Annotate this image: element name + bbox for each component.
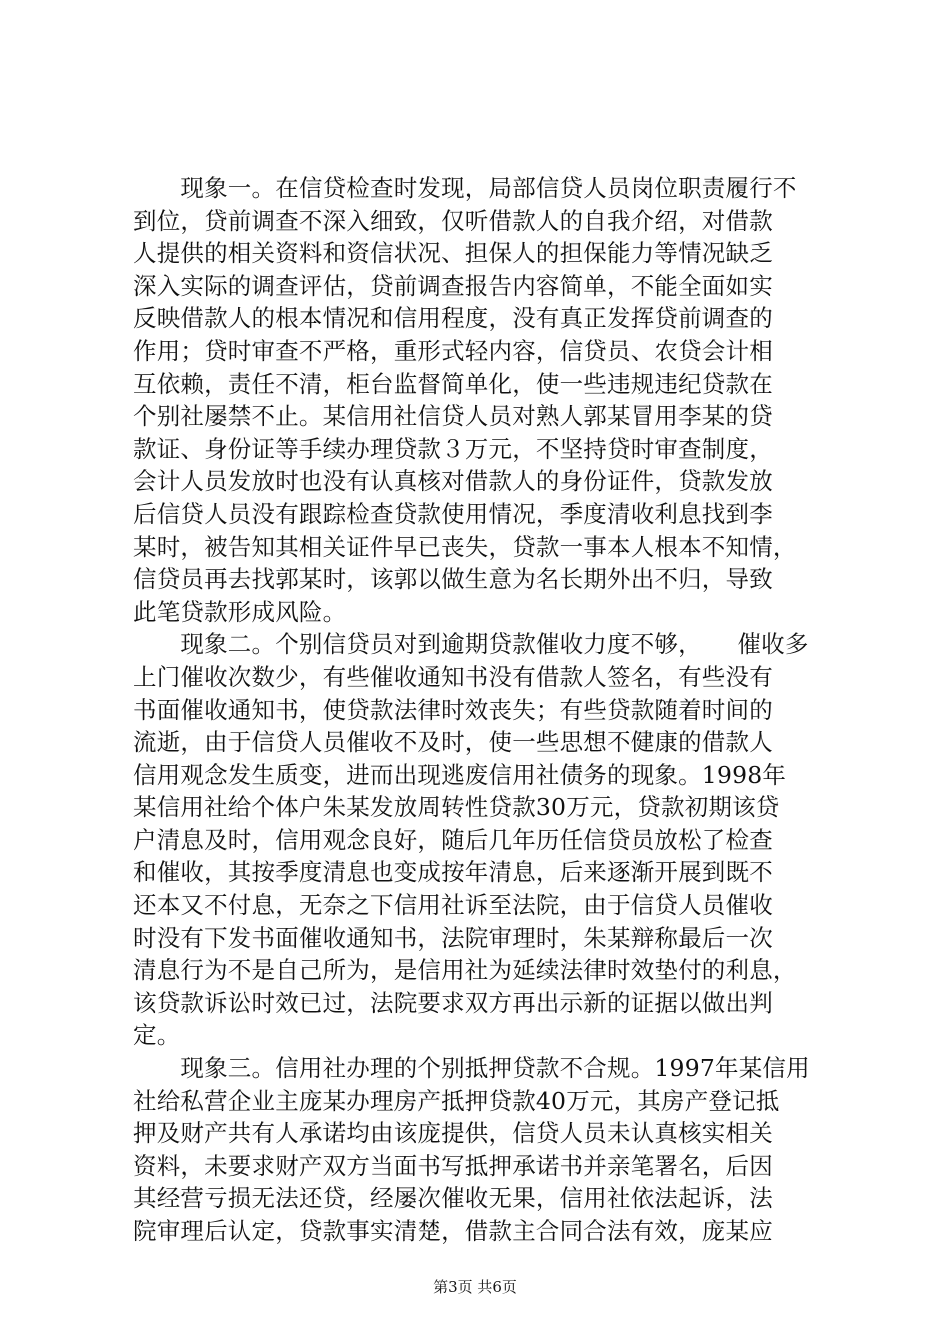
text-line: 作用；贷时审查不严格，重形式轻内容，信贷员、农贷会计相 [133,336,773,365]
text-line: 现象三。信用社办理的个别抵押贷款不合规。1997年某信用 [133,1054,810,1083]
text-line: 互依赖，责任不清，柜台监督简单化，使一些违规违纪贷款在 [133,369,773,398]
text-line: 时没有下发书面催收通知书，法院审理时，朱某辩称最后一次 [133,923,773,952]
text-line: 个别社屡禁不止。某信用社信贷人员对熟人郭某冒用李某的贷 [133,402,773,431]
text-line: 会计人员发放时也没有认真核对借款人的身份证件，贷款发放 [133,467,773,496]
text-line: 现象一。在信贷检查时发现，局部信贷人员岗位职责履行不 [133,174,797,202]
text-line: 深入实际的调查评估，贷前调查报告内容简单，不能全面如实 [133,271,773,300]
text-line: 其经营亏损无法还贷，经屡次催收无果，信用社依法起诉，法 [133,1184,773,1213]
text-line: 社给私营企业主庞某办理房产抵押贷款40万元，其房产登记抵 [133,1086,780,1115]
text-line: 人提供的相关资料和资信状况、担保人的担保能力等情况缺乏 [133,239,773,268]
text-line: 押及财产共有人承诺均由该庞提供，信贷人员未认真核实相关 [133,1119,773,1148]
page-footer: 第3页 共6页 [433,1278,517,1296]
text-line: 该贷款诉讼时效已过，法院要求双方再出示新的证据以做出判 [133,988,773,1017]
text-line: 反映借款人的根本情况和信用程度，没有真正发挥贷前调查的 [133,304,773,333]
body-text [133,172,833,1248]
text-line: 定。 [133,1021,181,1050]
text-line: 和催收，其按季度清息也变成按年清息，后来逐渐开展到既不 [133,858,773,887]
text-line: 还本又不付息，无奈之下信用社诉至法院，由于信贷人员催收 [133,891,773,920]
text-line: 户清息及时，信用观念良好，随后几年历任信贷员放松了检查 [133,825,773,854]
text-line: 院审理后认定，贷款事实清楚，借款主合同合法有效，庞某应 [133,1217,773,1245]
text-line: 清息行为不是自己所为，是信用社为延续法律时效垫付的利息， [133,956,797,985]
text-line: 上门催收次数少，有些催收通知书没有借款人签名，有些没有 [133,662,773,691]
text-line: 信用观念发生质变，进而出现逃废信用社债务的现象。1998年 [133,760,787,789]
text-line: 某时，被告知其相关证件早已丧失，贷款一事本人根本不知情， [133,532,797,561]
text-line: 书面催收通知书，使贷款法律时效丧失；有些贷款随着时间的 [133,695,773,724]
text-line: 后信贷人员没有跟踪检查贷款使用情况，季度清收利息找到李 [133,499,773,528]
text-line: 款证、身份证等手续办理贷款３万元，不坚持贷时审查制度， [133,434,773,463]
text-line: 此笔贷款形成风险。 [133,597,347,626]
text-line: 某信用社给个体户朱某发放周转性贷款30万元，贷款初期该贷 [133,793,780,822]
text-line: 现象二。个别信贷员对到逾期贷款催收力度不够， 催收多 [133,630,809,659]
text-line: 信贷员再去找郭某时，该郭以做生意为名长期外出不归，导致 [133,565,773,594]
text-line: 流逝，由于信贷人员催收不及时，使一些思想不健康的借款人 [133,728,773,757]
text-line: 资料，未要求财产双方当面书写抵押承诺书并亲笔署名，后因 [133,1151,773,1180]
text-line: 到位，贷前调查不深入细致，仅听借款人的自我介绍，对借款 [133,206,773,235]
